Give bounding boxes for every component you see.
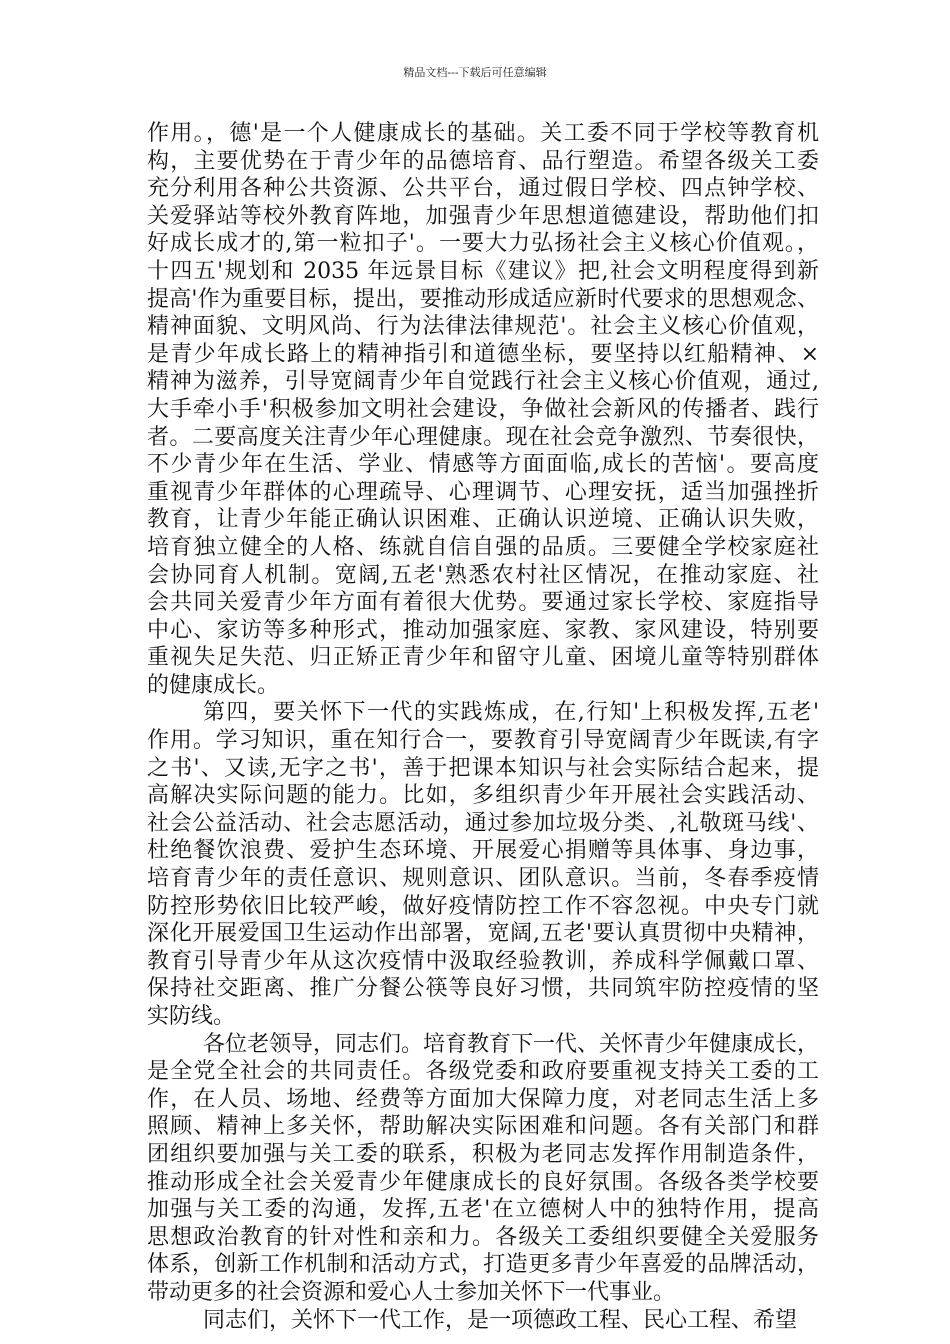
text-line: 不少青少年在生活、学业、情感等方面面临,成长的苦恼'。要高度: [147, 452, 819, 478]
text-line: 保持社交距离、推广分餐公筷等良好习惯，共同筑牢防控疫情的坚: [147, 976, 819, 1002]
text-line: 深化开展爱国卫生运动作出部署，宽阔,五老'要认真贯彻中央精神，: [147, 921, 819, 947]
text-line: 高解决实际问题的能力。比如，多组织青少年开展社会实践活动、: [147, 783, 819, 809]
paragraph-start-line: 各位老领导，同志们。培育教育下一代、关怀青少年健康成长，: [203, 1031, 820, 1057]
text-line: 精神为滋养，引导宽阔青少年自觉践行社会主义核心价值观，通过,: [147, 369, 819, 395]
text-line: 思想政治教育的针对性和亲和力。各级关工委组织要健全关爱服务: [147, 1224, 819, 1250]
text-line: 防控形势依旧比较严峻，做好疫情防控工作不容忽视。中央专门就: [147, 893, 819, 919]
document-body: [147, 120, 819, 1334]
text-line: 作用。，德'是一个人健康成长的基础。关工委不同于学校等教育机: [147, 121, 819, 146]
text-line: 中心、家访等多种形式，推动加强家庭、家教、家风建设，特别要: [147, 617, 819, 643]
text-line: 体系，创新工作机制和活动方式，打造更多青少年喜爱的品牌活动，: [147, 1252, 819, 1278]
text-line: 充分利用各种公共资源、公共平台，通过假日学校、四点钟学校、: [147, 176, 819, 202]
text-line: 杜绝餐饮浪费、爱护生态环境、开展爱心捐赠等具体事、身边事，: [147, 838, 819, 864]
paragraph-start-line: 同志们，关怀下一代工作，是一项德政工程、民心工程、希望: [203, 1307, 798, 1333]
text-line: 构，主要优势在于青少年的品德培育、品行塑造。希望各级关工委: [147, 148, 819, 174]
text-line: 精神面貌、文明风尚、行为法律法律规范'。社会主义核心价值观，: [147, 314, 819, 340]
text-line: 大手牵小手'积极参加文明社会建设，争做社会新风的传播者、践行: [147, 396, 819, 422]
text-line: 关爱驿站等校外教育阵地，加强青少年思想道德建设，帮助他们扣: [147, 203, 819, 229]
page-header: 精品文档---下载后可任意编辑: [403, 66, 547, 79]
text-line: 好成长成才的,第一粒扣子'。一要大力弘扬社会主义核心价值观。，: [147, 231, 819, 257]
text-line: 实防线。: [147, 1004, 236, 1029]
text-line: 推动形成全社会关爱青少年健康成长的良好氛围。各级各类学校要: [147, 1169, 819, 1195]
text-line: 作用。学习知识，重在知行合一，要教育引导宽阔青少年既读,有字: [147, 728, 819, 754]
text-line: 之书'、又读,无字之书'，善于把课本知识与社会实际结合起来，提: [147, 755, 819, 781]
paragraph-start-line: 第四，要关怀下一代的实践炼成，在,行知'上积极发挥,五老': [203, 700, 819, 726]
text-line: 教育，让青少年能正确认识困难、正确认识逆境、正确认识失败，: [147, 507, 819, 533]
text-line: 十四五'规划和 2035 年远景目标《建议》把,社会文明程度得到新: [147, 258, 819, 284]
text-line: 加强与关工委的沟通，发挥,五老'在立德树人中的独特作用，提高: [147, 1197, 819, 1223]
text-line: 教育引导青少年从这次疫情中汲取经验教训，养成科学佩戴口罩、: [147, 948, 819, 974]
text-line: 培育青少年的责任意识、规则意识、团队意识。当前，冬春季疫情: [147, 866, 819, 892]
text-line: 的健康成长。: [147, 672, 280, 698]
text-line: 作，在人员、场地、经费等方面加大保障力度，对老同志生活上多: [147, 1086, 819, 1112]
text-line: 会协同育人机制。宽阔,五老'熟悉农村社区情况，在推动家庭、社: [147, 562, 819, 588]
text-line: 是青少年成长路上的精神指引和道德坐标，要坚持以红船精神、×: [147, 341, 819, 367]
text-line: 带动更多的社会资源和爱心人士参加关怀下一代事业。: [147, 1279, 676, 1305]
text-line: 是全党全社会的共同责任。各级党委和政府要重视支持关工委的工: [147, 1059, 819, 1085]
text-line: 团组织要加强与关工委的联系，积极为老同志发挥作用制造条件，: [147, 1141, 819, 1167]
text-line: 者。二要高度关注青少年心理健康。现在社会竞争激烈、节奏很快，: [147, 424, 819, 450]
text-line: 会共同关爱青少年方面有着很大优势。要通过家长学校、家庭指导: [147, 590, 819, 616]
text-line: 提高'作为重要目标，提出，要推动形成适应新时代要求的思想观念、: [147, 286, 819, 312]
text-line: 社会公益活动、社会志愿活动，通过参加垃圾分类、,礼敬斑马线'、: [147, 810, 819, 836]
text-line: 照顾、精神上多关怀，帮助解决实际困难和问题。各有关部门和群: [147, 1114, 819, 1140]
text-line: 培育独立健全的人格、练就自信自强的品质。三要健全学校家庭社: [147, 534, 819, 560]
text-line: 重视失足失范、归正矫正青少年和留守儿童、困境儿童等特别群体: [147, 645, 819, 671]
text-line: 重视青少年群体的心理疏导、心理调节、心理安抚，适当加强挫折: [147, 479, 819, 505]
